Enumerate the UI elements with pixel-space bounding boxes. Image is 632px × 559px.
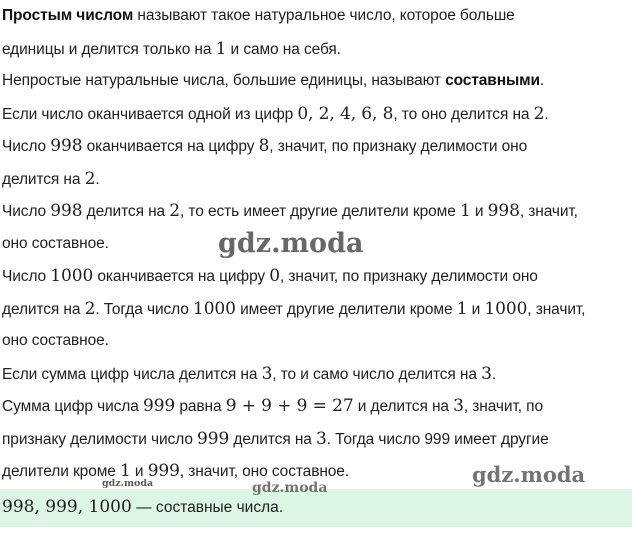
text-line-4: Если число оканчивается одной из цифр 0, 2, 4, 6, 8, то оно делится на 2. [2,103,549,124]
answer-text: 998, 999, 1000 — составные числа. [2,497,284,517]
text-line-13: Сумма цифр числа 999 равна 9 + 9 + 9 = 27 и делится на 3, значит, по [2,396,543,416]
text-line-8: оно составное. [2,234,109,252]
text-line-2: единицы и делится только на 1 и само на себя. [2,38,341,59]
text-line-12: Если сумма цифр числа делится на 3, то и само число делится на 3. [2,363,497,384]
text-line-1: Простым числом называют такое натуральное число, которое больше [2,7,515,24]
watermark-small-left: gdz.moda [102,478,154,489]
text-line-14: признаку делимости число 999 делится на 3. Тогда число 999 имеет другие [2,428,549,449]
watermark-small-center: gdz.moda [252,480,328,496]
text-line-11: оно составное. [2,332,109,349]
text-line-9: Число 1000 оканчивается на цифру 0, значит, по признаку делимости оно [2,266,538,286]
text-line-10: делится на 2. Тогда число 1000 имеет другие делители кроме 1 и 1000, значит, [2,298,586,319]
text-line-7: Число 998 делится на 2, то есть имеет другие делители кроме 1 и 998, значит, [2,201,578,221]
term-prime-number: Простым числом [2,7,134,24]
text-line-5: Число 998 оканчивается на цифру 8, значит, по признаку делимости оно [2,136,528,156]
term-composite: составными [445,72,540,89]
text-line-3: Непростые натуральные числа, большие единицы, называют составными. [2,72,545,89]
watermark-main: gdz.moda [218,228,364,259]
text-line-6: делится на 2. [2,168,100,189]
text-line-15: делители кроме 1 и 999, значит, оно составное. [2,461,350,481]
watermark-right: gdz.moda [472,462,586,487]
